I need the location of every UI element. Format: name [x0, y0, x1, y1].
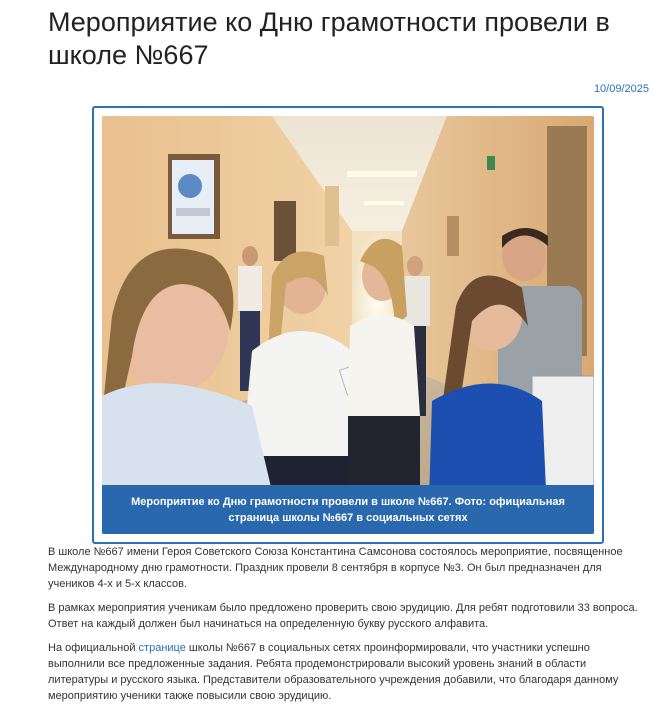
article-photo[interactable]: [102, 116, 594, 534]
page-title: Мероприятие ко Дню грамотности провели в школе №667: [48, 7, 610, 70]
source-page-link[interactable]: странице: [138, 642, 186, 654]
article-paragraph: [48, 640, 648, 704]
photo-caption: Мероприятие ко Дню грамотности провели в школе №667. Фото: официальная страница школы №667 в социальных сетях: [102, 485, 594, 534]
paragraph-text: На официальной: [48, 642, 139, 654]
article-paragraph: В школе №667 имени Героя Советского Союза Константина Самсонова состоялось мероприятие, посвященное Международному дню грамотности. Праздник провели 8 сентября в корпусе №3. Он был предназначен для учеников 4-х и 5-х классов.: [48, 546, 623, 590]
article-body: [48, 544, 648, 712]
article-date: 10/09/2025: [593, 83, 649, 95]
paragraph-text: школы №667 в социальных сетях проинформировали, что участники успешно выполнили все предложенные задания. Ребята продемонстрировали высокий уровень знаний в области литературы и русского языка. Представители образовательного учреждения добавили, что благодаря данному мероприятию ученики также повысили свою эрудицию.: [48, 642, 619, 702]
article-paragraph: В рамках мероприятия ученикам было предложено проверить свою эрудицию. Для ребят подготовили 33 вопроса. Ответ на каждый должен был начинаться на определенную букву русского алфавита.: [48, 602, 638, 630]
photo-illustration: [102, 116, 594, 534]
photo-frame: [92, 106, 604, 544]
